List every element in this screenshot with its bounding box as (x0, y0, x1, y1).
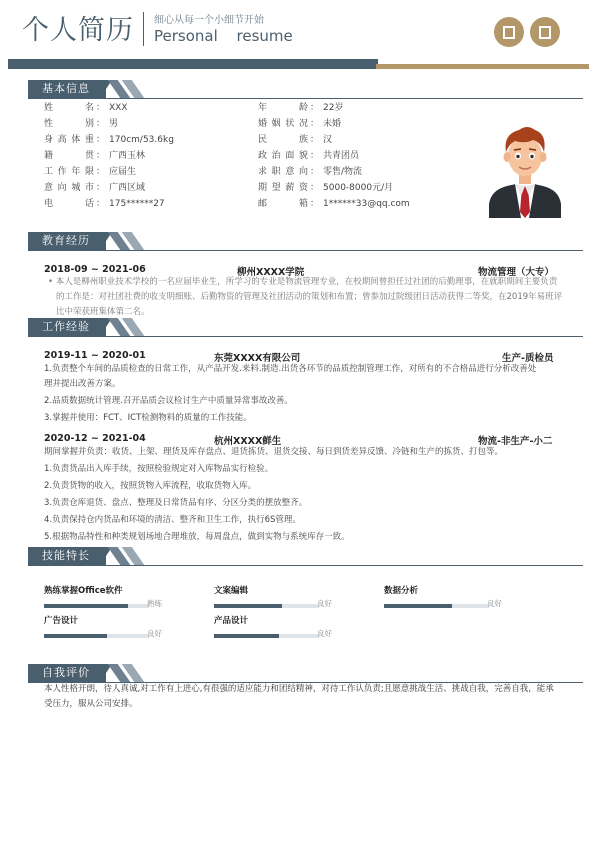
skill-level: 熟练 (147, 599, 162, 608)
section-title: 工作经验 (28, 318, 106, 336)
basic-info-row: 年龄 ： 22岁 (258, 100, 343, 113)
basic-info-row: 籍贯 ： 广西玉林 (44, 148, 145, 161)
info-label: 期望薪资 (258, 183, 308, 193)
info-label: 求职意向 (258, 167, 308, 177)
basic-info-row: 民族 ： 汉 (258, 132, 332, 145)
section-work (28, 318, 583, 336)
skill-bar (44, 604, 149, 608)
work-company: 东莞XXXX有限公司 (214, 353, 301, 364)
skill-name: 熟练掌握Office软件 (44, 586, 123, 596)
skill-name: 产品设计 (214, 616, 249, 626)
work-company: 杭州XXXX鲜生 (214, 436, 282, 447)
info-value: 共青团员 (323, 151, 360, 161)
decor-circle-icon (530, 17, 560, 47)
decor-circle-icon (494, 17, 524, 47)
education-date: 2018-09 ~ 2021-06 (44, 264, 146, 275)
skill-bar-fill (384, 604, 452, 608)
resume-subtitle: 细心从每一个小细节开始 (154, 15, 264, 26)
info-label: 政治面貌 (258, 151, 308, 161)
info-label: 性别 (44, 119, 94, 129)
section-basic-info (28, 80, 583, 98)
section-self-eval (28, 664, 583, 682)
info-label: 邮箱 (258, 199, 308, 209)
info-value: 广西区域 (109, 183, 146, 193)
info-label: 工作年限 (44, 167, 94, 177)
header-bar (8, 59, 378, 69)
basic-info-row: 期望薪资 ： 5000-8000元/月 (258, 180, 393, 193)
info-value: 22岁 (323, 103, 344, 113)
skill-bar (214, 634, 319, 638)
info-value: 未婚 (323, 119, 342, 129)
work-2-desc (44, 445, 564, 545)
section-title: 教育经历 (28, 232, 106, 250)
resume-title-en: Personal resume (154, 27, 293, 45)
work-line: 1.负责整个车间的品质检查的日常工作，从产品开发.来料.制造.出货各环节的品质控制管理工作，对所有的不合格品进行分析改善处理并提出改善方案。 (44, 364, 537, 389)
skill-level: 良好 (317, 629, 332, 638)
education-major: 物流管理（大专） (478, 267, 555, 278)
skill-name: 广告设计 (44, 616, 79, 626)
work-line: 1.负责货品出入库手续，按照检验规定对入库物品实行检验。 (44, 464, 274, 474)
section-skills (28, 547, 583, 565)
info-value: 1******33@qq.com (323, 199, 410, 209)
work-line: 期间掌握并负责：收货、上架、理货及库存盘点、退货拣货、退货交接、每日到货差异反馈、冷链和生产的拣货、打包等。 (44, 447, 504, 457)
skill-level: 良好 (317, 599, 332, 608)
info-label: 电话 (44, 199, 94, 209)
work-1-desc (44, 362, 544, 426)
header-accent-bar (376, 64, 589, 69)
info-label: 身高体重 (44, 135, 94, 145)
title-divider (143, 12, 144, 46)
basic-info-row: 政治面貌 ： 共青团员 (258, 148, 359, 161)
basic-info-row: 工作年限 ： 应届生 (44, 164, 136, 177)
basic-info-row: 邮箱 ： 1******33@qq.com (258, 196, 410, 209)
info-value: 广西玉林 (109, 151, 146, 161)
skill-name: 文案编辑 (214, 586, 249, 596)
info-value: 零售/物流 (323, 167, 363, 177)
basic-info-row: 姓名 ： XXX (44, 100, 128, 113)
self-eval-text: 本人性格开朗，待人真诚,对工作有上进心,有很强的适应能力和团结精神，对待工作认负责;且愿意挑战生活、挑战自我，完善自我，能承受压力，服从公司安排。 (44, 684, 554, 709)
skill-bar-fill (214, 604, 282, 608)
section-title: 技能特长 (28, 547, 106, 565)
info-value: 男 (109, 119, 119, 129)
education-desc: • 本人是柳州职业技术学校的一名应届毕业生，所学习的专业是物流管理专业，在校期间曾担任过社团的后勤理事，在就职期间主要负责的工作是：对社团社费的收支明细账、后勤物资的管理及社团活动的策划和布置；曾参加过院级团日活动获得二等奖，在2019年易班评比中荣获班集体第二名。 (48, 277, 563, 317)
work-line: 4.负责保持仓内货品和环境的清洁、整齐和卫生工作，执行6S管理。 (44, 515, 301, 525)
basic-info-row: 意向城市 ： 广西区域 (44, 180, 145, 193)
work-role: 生产-质检员 (502, 353, 554, 364)
basic-info-row: 电话 ： 175******27 (44, 196, 165, 209)
skill-bar-fill (44, 604, 128, 608)
skill-bar-fill (214, 634, 279, 638)
skill-bar-fill (44, 634, 107, 638)
skill-level: 良好 (147, 629, 162, 638)
section-title: 自我评价 (28, 664, 106, 682)
education-school: 柳州XXXX学院 (237, 267, 305, 278)
resume-title: 个人简历 (22, 15, 134, 46)
work-line: 3.负责仓库退货、盘点、整理及日常货品有序、分区分类的摆放整齐。 (44, 498, 308, 508)
skill-bar (384, 604, 489, 608)
info-value: 175******27 (109, 199, 165, 209)
avatar (489, 122, 561, 218)
basic-info-row: 婚姻状况 ： 未婚 (258, 116, 341, 129)
work-date: 2020-12 ~ 2021-04 (44, 433, 146, 444)
work-line: 5.根据物品特性和种类规划场地合理堆放，每周盘点，做到实物与系统库存一致。 (44, 532, 350, 542)
info-label: 婚姻状况 (258, 119, 308, 129)
work-role: 物流-非生产-小二 (478, 436, 553, 447)
info-label: 年龄 (258, 103, 308, 113)
section-education (28, 232, 583, 250)
info-value: 汉 (323, 135, 333, 145)
info-label: 籍贯 (44, 151, 94, 161)
skill-bar (44, 634, 149, 638)
work-date: 2019-11 ~ 2020-01 (44, 350, 146, 361)
basic-info-row: 身高体重 ： 170cm/53.6kg (44, 132, 174, 145)
skill-name: 数据分析 (384, 586, 419, 596)
info-label: 意向城市 (44, 183, 94, 193)
info-value: XXX (109, 103, 128, 113)
basic-info-row: 性别 ： 男 (44, 116, 118, 129)
info-value: 170cm/53.6kg (109, 135, 174, 145)
skill-level: 良好 (487, 599, 502, 608)
work-line: 2.负责货物的收入，按照货物入库流程，收取货物入库。 (44, 481, 257, 491)
section-title: 基本信息 (28, 80, 106, 98)
info-label: 民族 (258, 135, 308, 145)
work-line: 2.品质数据统计管理.召开品质会议检讨生产中质量异常事故改善。 (44, 396, 293, 406)
work-line: 3.掌握并使用：FCT、ICT检测物料的质量的工作技能。 (44, 413, 252, 423)
basic-info-row: 求职意向 ： 零售/物流 (258, 164, 362, 177)
info-label: 姓名 (44, 103, 94, 113)
info-value: 应届生 (109, 167, 137, 177)
skill-bar (214, 604, 319, 608)
info-value: 5000-8000元/月 (323, 183, 394, 193)
